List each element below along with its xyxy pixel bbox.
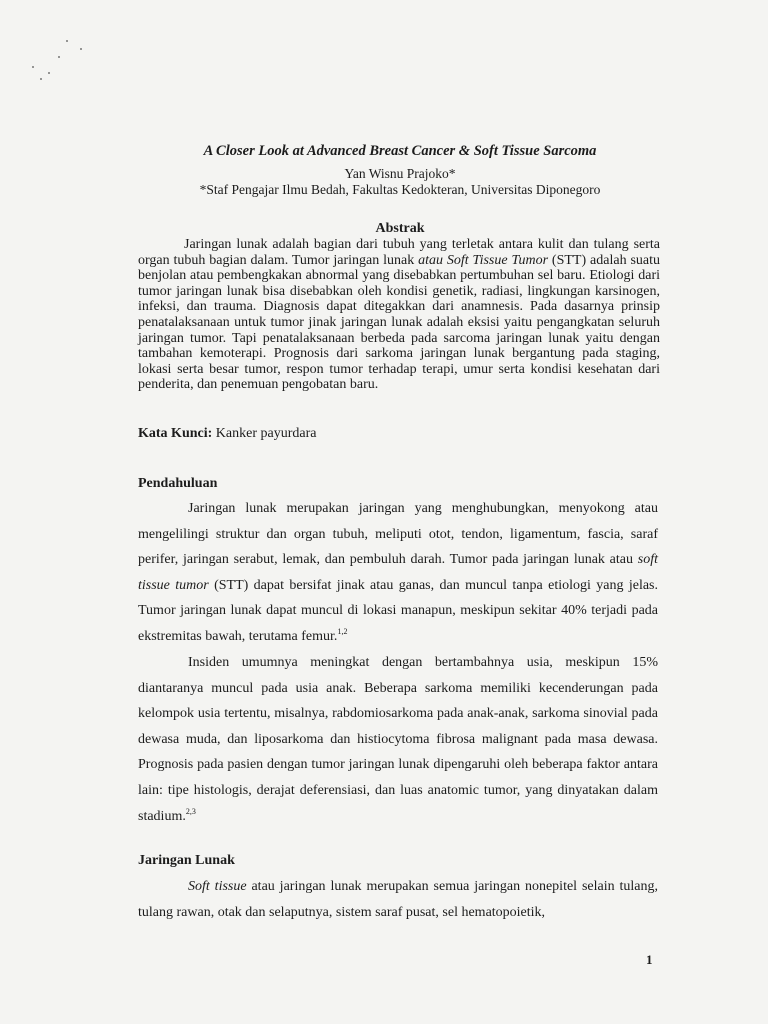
author-affiliation: *Staf Pengajar Ilmu Bedah, Fakultas Kedokteran, Universitas Diponegoro [199, 182, 601, 197]
soft-tissue-paragraph: Soft tissue atau jaringan lunak merupakan semua jaringan nonepitel selain tulang, tulang rawan, otak dan selaputnya, sistem saraf pusat, sel hematopoietik, [138, 879, 658, 920]
page-number: 1 [646, 952, 653, 967]
abstract-heading: Abstrak [375, 221, 425, 236]
section-heading-pendahuluan: Pendahuluan [138, 476, 218, 491]
paper-title: A Closer Look at Advanced Breast Cancer & Soft Tissue Sarcoma [203, 143, 597, 159]
keywords-label: Kata Kunci: [138, 426, 213, 441]
keywords-value: Kanker payurdara [212, 426, 317, 441]
author-name: Yan Wisnu Prajoko* [344, 166, 456, 181]
intro-paragraph-2: Insiden umumnya meningkat dengan bertambahnya usia, meskipun 15% diantaranya muncul pada usia anak. Beberapa sarkoma memiliki kecenderungan pada kelompok usia tertentu, misalnya, rabdomiosarkoma pada anak-anak, sarkoma sinovial pada dewasa muda, dan liposarkoma dan histiocytoma fibrosa malignant pada masa dewasa. Prognosis pada pasien dengan tumor jaringan lunak dipengaruhi oleh beberapa faktor antara lain: tipe histologis, derajat deferensiasi, dan luas anatomic tumor, yang dinyatakan dalam stadium.$^{2,3}$ [138, 655, 658, 824]
section-heading-jaringan-lunak: Jaringan Lunak [138, 853, 235, 868]
intro-paragraph-1: Jaringan lunak merupakan jaringan yang menghubungkan, menyokong atau mengelilingi struktur dan organ tubuh, meliputi otot, tendon, ligamentum, fascia, saraf perifer, jaringan serabut, lemak, dan pembuluh darah. Tumor pada jaringan lunak atau soft tissue tumor (STT) dapat bersifat jinak atau ganas, dan muncul tanpa etiologi yang jelas. Tumor jaringan lunak dapat muncul di lokasi manapun, meskipun sekitar 40% terjadi pada ekstremitas bawah, terutama femur.$^{1,2}$ [138, 501, 658, 644]
keywords [138, 426, 660, 442]
citation-ref: 1,2 [337, 626, 348, 636]
scan-specks [28, 38, 98, 88]
citation-ref: 2,3 [185, 806, 196, 816]
abstract-text: Jaringan lunak adalah bagian dari tubuh yang terletak antara kulit dan tulang serta organ tubuh bagian dalam. Tumor jaringan lunak atau Soft Tissue Tumor (STT) adalah suatu benjolan atau pembengkakan abnormal yang disebabkan pertumbuhan sel baru. Etiologi dari tumor jaringan lunak bisa disebabkan oleh kondisi genetik, radiasi, lingkungan karsinogen, infeksi, dan trauma. Diagnosis dapat ditegakkan dari anamnesis. Pada dasarnya prinsip penatalaksanaan untuk tumor jinak jaringan lunak adalah eksisi yaitu pengangkatan seluruh jaringan tumor. Tapi penatalaksanaan berbeda pada sarcoma jaringan lunak yaitu dengan tambahan kemoterapi. Prognosis dari sarkoma jaringan lunak bergantung pada staging, lokasi serta besar tumor, respon tumor terhadap terapi, umur serta kondisi kesehatan dari penderita, dan penemuan pengobatan baru. [138, 237, 661, 393]
